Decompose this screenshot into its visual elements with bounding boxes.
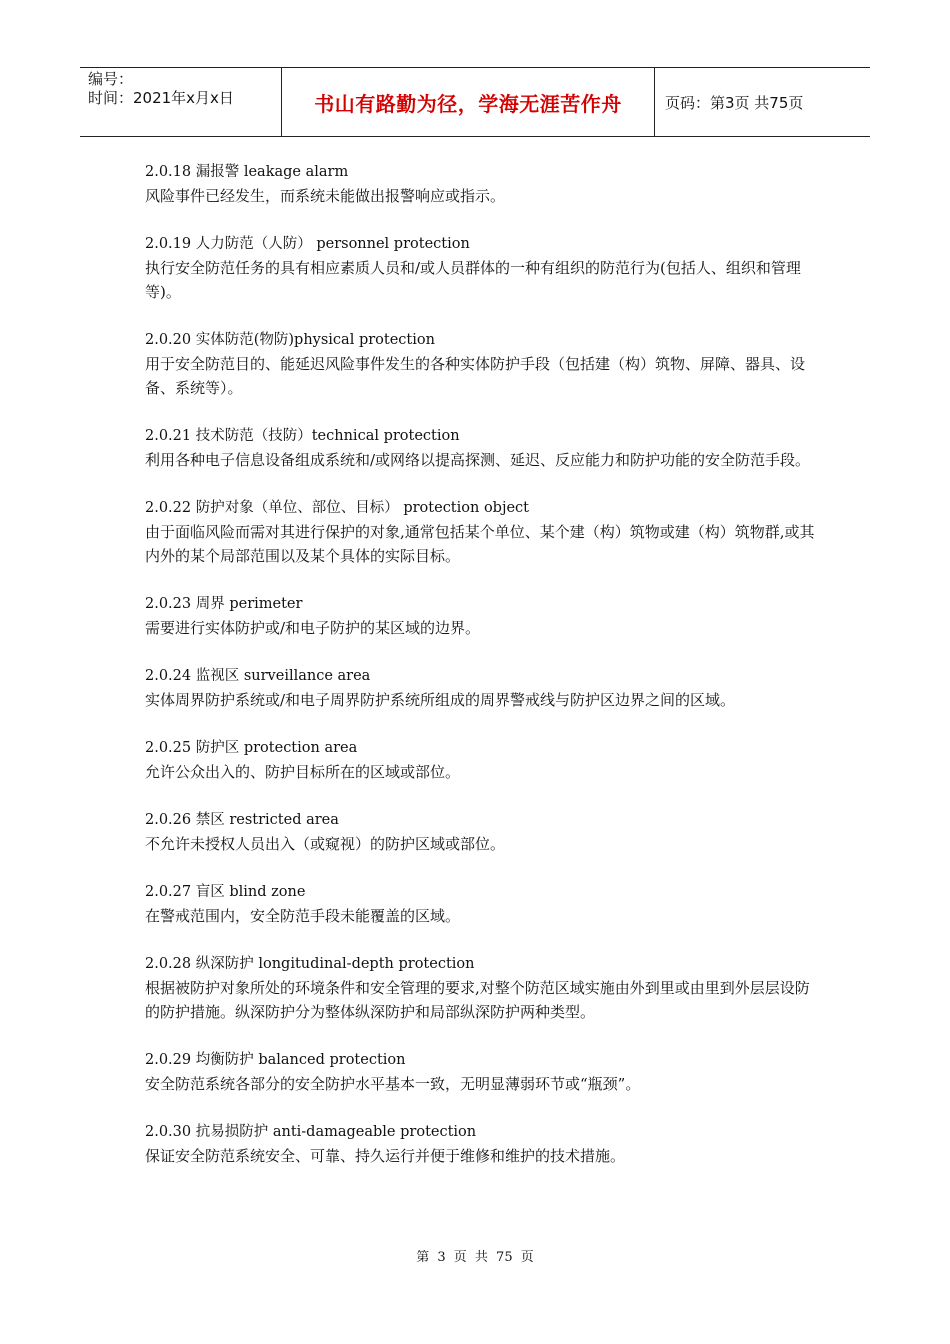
page-footer: 第 3 页 共 75 页 [416, 1250, 534, 1265]
term-definition: 利用各种电子信息设备组成系统和/或网络以提高探测、延迟、反应能力和防护功能的安全防范手段。 [145, 451, 811, 469]
term-definition: 风险事件已经发生，而系统未能做出报警响应或指示。 [145, 187, 506, 205]
term-title: 2.0.22 防护对象（单位、部位、目标） protection object [145, 500, 529, 516]
term-entry [145, 952, 815, 1024]
term-entry [145, 328, 815, 400]
term-entry [145, 736, 815, 784]
term-title: 2.0.23 周界 perimeter [145, 596, 303, 612]
term-title: 2.0.28 纵深防护 longitudinal-depth protection [145, 956, 475, 972]
header-motto: 书山有路勤为径，学海无涯苦作舟 [282, 68, 655, 136]
term-title: 2.0.19 人力防范（人防） personnel protection [145, 236, 470, 252]
term-entry [145, 880, 815, 928]
document-date: 时间：2021年x月x日 [88, 89, 234, 107]
term-title: 2.0.27 盲区 blind zone [145, 884, 306, 900]
term-title: 2.0.18 漏报警 leakage alarm [145, 164, 349, 180]
term-entry [145, 232, 815, 304]
term-entry [145, 1048, 815, 1096]
term-title: 2.0.21 技术防范（技防）technical protection [145, 428, 460, 444]
term-title: 2.0.20 实体防范(物防)physical protection [145, 332, 435, 348]
term-entry [145, 424, 815, 472]
term-definition: 不允许未授权人员出入（或窥视）的防护区域或部位。 [145, 835, 506, 853]
document-body [145, 160, 815, 1192]
term-entry [145, 160, 815, 208]
term-entry [145, 592, 815, 640]
term-definition: 执行安全防范任务的具有相应素质人员和/或人员群体的一种有组织的防范行为(包括人、组织和管理等)。 [145, 259, 801, 301]
term-definition: 在警戒范围内，安全防范手段未能覆盖的区域。 [145, 907, 461, 925]
term-definition: 根据被防护对象所处的环境条件和安全管理的要求,对整个防范区域实施由外到里或由里到外层层设防的防护措施。纵深防护分为整体纵深防护和局部纵深防护两种类型。 [145, 979, 810, 1021]
term-definition: 保证安全防范系统安全、可靠、持久运行并便于维修和维护的技术措施。 [145, 1147, 626, 1165]
term-definition: 用于安全防范目的、能延迟风险事件发生的各种实体防护手段（包括建（构）筑物、屏障、器具、设备、系统等）。 [145, 355, 806, 397]
term-entry [145, 664, 815, 712]
header-meta [80, 68, 282, 136]
document-number-label: 编号： [88, 70, 134, 88]
term-entry [145, 808, 815, 856]
term-definition: 安全防范系统各部分的安全防护水平基本一致，无明显薄弱环节或“瓶颈”。 [145, 1075, 641, 1093]
term-entry [145, 1120, 815, 1168]
term-definition: 由于面临风险而需对其进行保护的对象,通常包括某个单位、某个建（构）筑物或建（构）筑物群,或其内外的某个局部范围以及某个具体的实际目标。 [145, 523, 815, 565]
term-title: 2.0.24 监视区 surveillance area [145, 668, 371, 684]
term-entry [145, 496, 815, 568]
term-definition: 实体周界防护系统或/和电子周界防护系统所组成的周界警戒线与防护区边界之间的区域。 [145, 691, 736, 709]
term-title: 2.0.30 抗易损防护 anti-damageable protection [145, 1124, 477, 1140]
term-title: 2.0.29 均衡防护 balanced protection [145, 1052, 406, 1068]
page-header [80, 67, 870, 137]
term-title: 2.0.26 禁区 restricted area [145, 812, 339, 828]
term-definition: 允许公众出入的、防护目标所在的区域或部位。 [145, 763, 461, 781]
term-definition: 需要进行实体防护或/和电子防护的某区域的边界。 [145, 619, 481, 637]
header-page-info: 页码：第3页 共75页 [665, 93, 804, 112]
term-title: 2.0.25 防护区 protection area [145, 740, 358, 756]
